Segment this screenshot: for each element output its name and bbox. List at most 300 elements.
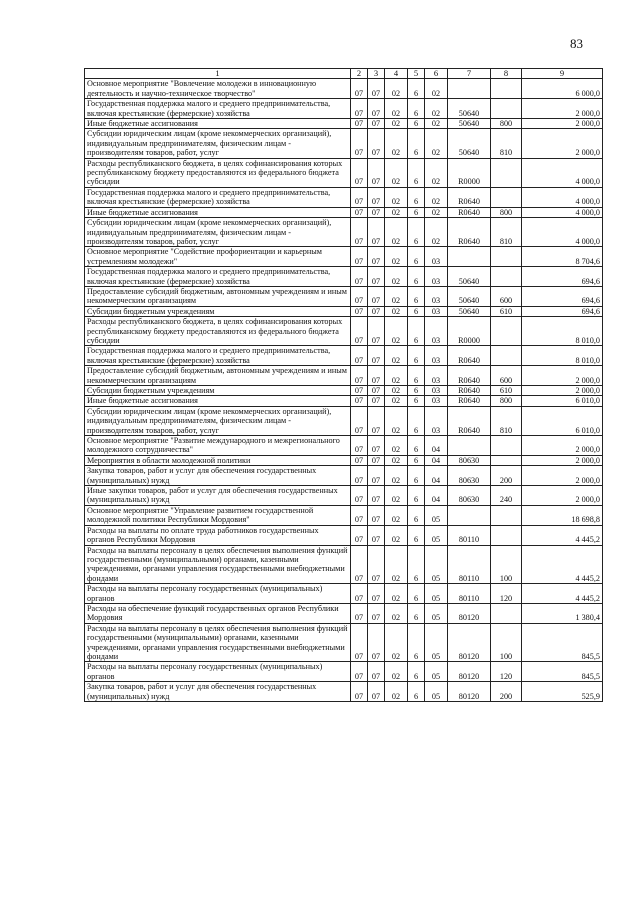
header-cell: 5 (408, 69, 425, 79)
code-cell: 6 (408, 79, 425, 99)
code-cell: 800 (491, 119, 522, 129)
row-name-cell: Расходы на выплаты персоналу государственных (муниципальных) органов (85, 584, 351, 604)
code-cell: 810 (491, 218, 522, 247)
amount-cell: 4 445,2 (522, 584, 603, 604)
row-name-cell: Закупка товаров, работ и услуг для обеспечения государственных (муниципальных) нужд (85, 466, 351, 486)
code-cell: 6 (408, 346, 425, 366)
code-cell: 02 (385, 525, 408, 545)
code-cell: 6 (408, 158, 425, 187)
code-cell: 02 (385, 158, 408, 187)
table-row (85, 584, 603, 604)
code-cell: 50640 (448, 99, 491, 119)
code-cell: 80110 (448, 545, 491, 584)
code-cell: 07 (351, 79, 368, 99)
table-row (85, 623, 603, 662)
code-cell: 02 (385, 386, 408, 396)
code-cell: 6 (408, 623, 425, 662)
code-cell: 07 (368, 545, 385, 584)
code-cell: 02 (385, 436, 408, 456)
code-cell: 02 (425, 129, 448, 158)
code-cell: 02 (385, 623, 408, 662)
code-cell: R0640 (448, 346, 491, 366)
amount-cell: 694,6 (522, 267, 603, 287)
code-cell: 6 (408, 386, 425, 396)
code-cell: 02 (425, 187, 448, 207)
code-cell: 07 (368, 99, 385, 119)
code-cell: 6 (408, 505, 425, 525)
code-cell: 07 (351, 406, 368, 435)
table-row (85, 99, 603, 119)
code-cell: 07 (368, 436, 385, 456)
amount-cell: 845,5 (522, 662, 603, 682)
code-cell: 03 (425, 406, 448, 435)
header-cell: 6 (425, 69, 448, 79)
table-row (85, 603, 603, 623)
header-cell: 3 (368, 69, 385, 79)
amount-cell: 845,5 (522, 623, 603, 662)
amount-cell: 525,9 (522, 682, 603, 702)
code-cell: 07 (351, 603, 368, 623)
code-cell: 07 (351, 247, 368, 267)
code-cell: R0000 (448, 158, 491, 187)
code-cell: 6 (408, 436, 425, 456)
table-row (85, 466, 603, 486)
row-name-cell: Основное мероприятие "Содействие профориентации и карьерным устремлениям молодежи" (85, 247, 351, 267)
code-cell (491, 79, 522, 99)
code-cell (491, 346, 522, 366)
code-cell: 6 (408, 207, 425, 217)
code-cell (491, 317, 522, 346)
code-cell: 02 (385, 396, 408, 406)
row-name-cell: Расходы на обеспечение функций государственных органов Республики Мордовия (85, 603, 351, 623)
code-cell: 02 (385, 218, 408, 247)
code-cell: 6 (408, 466, 425, 486)
code-cell: 07 (351, 119, 368, 129)
code-cell (448, 79, 491, 99)
code-cell: 02 (385, 366, 408, 386)
code-cell: 02 (425, 158, 448, 187)
amount-cell: 8 010,0 (522, 317, 603, 346)
code-cell: 810 (491, 406, 522, 435)
code-cell: 05 (425, 682, 448, 702)
amount-cell: 6 010,0 (522, 396, 603, 406)
row-name-cell: Расходы на выплаты персоналу в целях обеспечения выполнения функций государственными (муниципальными) органами, казенными учреждениями, органами управления государственными внебюджетными фондами (85, 545, 351, 584)
row-name-cell: Расходы республиканского бюджета, в целях софинансирования которых республиканскому бюджету предоставляются из федерального бюджета субсидии (85, 158, 351, 187)
code-cell: 07 (351, 386, 368, 396)
table-row (85, 455, 603, 465)
code-cell: 6 (408, 525, 425, 545)
table-row (85, 436, 603, 456)
code-cell: 03 (425, 317, 448, 346)
code-cell: 07 (368, 406, 385, 435)
code-cell: 07 (368, 267, 385, 287)
row-name-cell: Иные бюджетные ассигнования (85, 119, 351, 129)
row-name-cell: Государственная поддержка малого и среднего предпринимательства, включая крестьянские (фермерские) хозяйства (85, 187, 351, 207)
code-cell: 80110 (448, 525, 491, 545)
row-name-cell: Государственная поддержка малого и среднего предпринимательства, включая крестьянские (фермерские) хозяйства (85, 267, 351, 287)
code-cell: 07 (368, 218, 385, 247)
code-cell: 02 (385, 584, 408, 604)
code-cell: 6 (408, 682, 425, 702)
table-row (85, 545, 603, 584)
code-cell: R0640 (448, 218, 491, 247)
row-name-cell: Субсидии юридическим лицам (кроме некоммерческих организаций), индивидуальным предпринимателям, физическим лицам - производителям товаров, работ, услуг (85, 406, 351, 435)
code-cell: 02 (385, 346, 408, 366)
table-row (85, 317, 603, 346)
code-cell: 03 (425, 286, 448, 306)
code-cell: 04 (425, 486, 448, 506)
code-cell: 07 (368, 505, 385, 525)
amount-cell: 2 000,0 (522, 436, 603, 456)
code-cell: 80120 (448, 603, 491, 623)
code-cell: 07 (368, 247, 385, 267)
header-cell: 9 (522, 69, 603, 79)
row-name-cell: Расходы на выплаты по оплате труда работников государственных органов Республики Мордовия (85, 525, 351, 545)
code-cell: 05 (425, 623, 448, 662)
code-cell: 50640 (448, 129, 491, 158)
code-cell: 02 (385, 505, 408, 525)
code-cell: 07 (351, 317, 368, 346)
code-cell: 05 (425, 545, 448, 584)
amount-cell: 2 000,0 (522, 99, 603, 119)
table-row (85, 486, 603, 506)
table-row (85, 207, 603, 217)
code-cell: 07 (368, 207, 385, 217)
table-row (85, 396, 603, 406)
row-name-cell: Государственная поддержка малого и среднего предпринимательства, включая крестьянские (фермерские) хозяйства (85, 99, 351, 119)
code-cell: 07 (368, 317, 385, 346)
code-cell (491, 99, 522, 119)
code-cell: 07 (368, 396, 385, 406)
code-cell: 07 (351, 396, 368, 406)
code-cell: 03 (425, 396, 448, 406)
code-cell: 03 (425, 247, 448, 267)
amount-cell: 4 000,0 (522, 158, 603, 187)
code-cell: 07 (368, 187, 385, 207)
code-cell: 05 (425, 662, 448, 682)
code-cell (448, 436, 491, 456)
amount-cell: 2 000,0 (522, 119, 603, 129)
code-cell: 80120 (448, 662, 491, 682)
code-cell: 02 (425, 79, 448, 99)
code-cell: 02 (385, 207, 408, 217)
code-cell: 07 (351, 99, 368, 119)
code-cell: 07 (351, 486, 368, 506)
amount-cell: 4 445,2 (522, 545, 603, 584)
code-cell: 6 (408, 247, 425, 267)
code-cell: 04 (425, 436, 448, 456)
code-cell: 05 (425, 505, 448, 525)
table-row (85, 662, 603, 682)
code-cell: R0640 (448, 386, 491, 396)
code-cell: 03 (425, 366, 448, 386)
amount-cell: 1 380,4 (522, 603, 603, 623)
code-cell: 80120 (448, 623, 491, 662)
code-cell: 07 (368, 306, 385, 316)
code-cell: 05 (425, 525, 448, 545)
code-cell: 04 (425, 455, 448, 465)
code-cell: 6 (408, 455, 425, 465)
code-cell: 6 (408, 662, 425, 682)
row-name-cell: Субсидии бюджетным учреждениям (85, 386, 351, 396)
code-cell: 80110 (448, 584, 491, 604)
code-cell: 07 (368, 346, 385, 366)
row-name-cell: Основное мероприятие "Управление развитием государственной молодежной политики Республики Мордовия" (85, 505, 351, 525)
code-cell: 02 (385, 306, 408, 316)
code-cell: 04 (425, 466, 448, 486)
table-row (85, 286, 603, 306)
code-cell: 80630 (448, 466, 491, 486)
code-cell: 6 (408, 603, 425, 623)
code-cell: 07 (351, 158, 368, 187)
code-cell: 07 (351, 436, 368, 456)
row-name-cell: Иные закупки товаров, работ и услуг для обеспечения государственных (муниципальных) нужд (85, 486, 351, 506)
row-name-cell: Субсидии бюджетным учреждениям (85, 306, 351, 316)
code-cell (448, 505, 491, 525)
table-row (85, 525, 603, 545)
code-cell: 02 (385, 682, 408, 702)
code-cell: 07 (368, 662, 385, 682)
header-cell: 1 (85, 69, 351, 79)
code-cell: 02 (385, 99, 408, 119)
code-cell: 02 (425, 218, 448, 247)
code-cell: 07 (351, 682, 368, 702)
table-row (85, 346, 603, 366)
table-row (85, 247, 603, 267)
code-cell (491, 267, 522, 287)
code-cell: 03 (425, 386, 448, 396)
table-header-row (85, 69, 603, 79)
table-row (85, 267, 603, 287)
code-cell: 02 (385, 486, 408, 506)
row-name-cell: Государственная поддержка малого и среднего предпринимательства, включая крестьянские (фермерские) хозяйства (85, 346, 351, 366)
code-cell: 03 (425, 306, 448, 316)
code-cell: 800 (491, 207, 522, 217)
code-cell: 6 (408, 99, 425, 119)
row-name-cell: Предоставление субсидий бюджетным, автономным учреждениям и иным некоммерческим организациям (85, 286, 351, 306)
row-name-cell: Предоставление субсидий бюджетным, автономным учреждениям и иным некоммерческим организациям (85, 366, 351, 386)
code-cell: 07 (351, 662, 368, 682)
code-cell: 07 (368, 525, 385, 545)
code-cell: 120 (491, 584, 522, 604)
code-cell: 80630 (448, 455, 491, 465)
table-row (85, 406, 603, 435)
table-row (85, 682, 603, 702)
code-cell: 50640 (448, 267, 491, 287)
page-number: 83 (570, 36, 583, 51)
code-cell: 07 (368, 603, 385, 623)
code-cell: 02 (385, 79, 408, 99)
amount-cell: 6 010,0 (522, 406, 603, 435)
code-cell: 05 (425, 603, 448, 623)
code-cell: 07 (368, 286, 385, 306)
code-cell: 07 (368, 386, 385, 396)
header-cell: 8 (491, 69, 522, 79)
row-name-cell: Расходы республиканского бюджета, в целях софинансирования которых республиканскому бюджету предоставляются из федерального бюджета субсидии (85, 317, 351, 346)
table-row (85, 505, 603, 525)
header-cell: 2 (351, 69, 368, 79)
code-cell: 07 (351, 207, 368, 217)
row-name-cell: Иные бюджетные ассигнования (85, 396, 351, 406)
code-cell: 07 (351, 545, 368, 584)
code-cell: 6 (408, 486, 425, 506)
code-cell (491, 187, 522, 207)
header-cell: 4 (385, 69, 408, 79)
code-cell: 07 (351, 286, 368, 306)
amount-cell: 18 698,8 (522, 505, 603, 525)
amount-cell: 694,6 (522, 306, 603, 316)
amount-cell: 694,6 (522, 286, 603, 306)
code-cell: R0640 (448, 187, 491, 207)
code-cell: 02 (425, 207, 448, 217)
amount-cell: 2 000,0 (522, 486, 603, 506)
code-cell (491, 247, 522, 267)
code-cell: 07 (368, 158, 385, 187)
table-row (85, 79, 603, 99)
amount-cell: 2 000,0 (522, 466, 603, 486)
row-name-cell: Основное мероприятие "Развитие международного и межрегионального молодежного сотрудничества" (85, 436, 351, 456)
code-cell: 50640 (448, 119, 491, 129)
amount-cell: 2 000,0 (522, 386, 603, 396)
code-cell: 07 (368, 682, 385, 702)
code-cell: R0640 (448, 366, 491, 386)
table-row (85, 129, 603, 158)
code-cell: 07 (351, 306, 368, 316)
code-cell: 6 (408, 584, 425, 604)
amount-cell: 4 445,2 (522, 525, 603, 545)
amount-cell: 4 000,0 (522, 187, 603, 207)
table-body (85, 79, 603, 702)
code-cell: 07 (368, 584, 385, 604)
code-cell: 07 (351, 218, 368, 247)
code-cell: 100 (491, 623, 522, 662)
code-cell: 07 (351, 187, 368, 207)
code-cell: 07 (368, 466, 385, 486)
code-cell: 07 (368, 129, 385, 158)
table-row (85, 119, 603, 129)
code-cell: 6 (408, 317, 425, 346)
code-cell: R0640 (448, 207, 491, 217)
code-cell: 02 (385, 455, 408, 465)
code-cell: 07 (351, 267, 368, 287)
code-cell: 07 (368, 623, 385, 662)
code-cell: 120 (491, 662, 522, 682)
amount-cell: 2 000,0 (522, 366, 603, 386)
budget-table (84, 68, 603, 702)
code-cell: 02 (385, 603, 408, 623)
code-cell: 02 (385, 129, 408, 158)
row-name-cell: Мероприятия в области молодежной политики (85, 455, 351, 465)
code-cell: R0640 (448, 406, 491, 435)
code-cell: 07 (351, 366, 368, 386)
code-cell: 50640 (448, 306, 491, 316)
code-cell: 600 (491, 286, 522, 306)
amount-cell: 2 000,0 (522, 455, 603, 465)
code-cell: 05 (425, 584, 448, 604)
code-cell: 07 (351, 129, 368, 158)
table-row (85, 386, 603, 396)
code-cell: 6 (408, 267, 425, 287)
code-cell: 07 (368, 79, 385, 99)
code-cell: 07 (351, 505, 368, 525)
code-cell: 100 (491, 545, 522, 584)
amount-cell: 8 704,6 (522, 247, 603, 267)
code-cell: 02 (385, 662, 408, 682)
code-cell: 02 (385, 187, 408, 207)
table-row (85, 366, 603, 386)
code-cell (491, 603, 522, 623)
code-cell: 80630 (448, 486, 491, 506)
code-cell: 6 (408, 187, 425, 207)
row-name-cell: Основное мероприятие "Вовлечение молодежи в инновационную деятельность и научно-техническое творчество" (85, 79, 351, 99)
code-cell: 6 (408, 366, 425, 386)
code-cell: 07 (351, 466, 368, 486)
code-cell (448, 247, 491, 267)
table-row (85, 218, 603, 247)
code-cell: 610 (491, 386, 522, 396)
row-name-cell: Закупка товаров, работ и услуг для обеспечения государственных (муниципальных) нужд (85, 682, 351, 702)
table-row (85, 187, 603, 207)
code-cell: 02 (425, 99, 448, 119)
code-cell: 6 (408, 119, 425, 129)
row-name-cell: Субсидии юридическим лицам (кроме некоммерческих организаций), индивидуальным предпринимателям, физическим лицам - производителям товаров, работ, услуг (85, 218, 351, 247)
code-cell: 6 (408, 306, 425, 316)
code-cell: 07 (368, 119, 385, 129)
code-cell: 02 (385, 406, 408, 435)
code-cell: 02 (385, 317, 408, 346)
row-name-cell: Расходы на выплаты персоналу в целях обеспечения выполнения функций государственными (муниципальными) органами, казенными учреждениями, органами управления государственными внебюджетными фондами (85, 623, 351, 662)
code-cell: 600 (491, 366, 522, 386)
code-cell: 200 (491, 682, 522, 702)
code-cell: 02 (385, 286, 408, 306)
code-cell: 07 (351, 584, 368, 604)
row-name-cell: Расходы на выплаты персоналу государственных (муниципальных) органов (85, 662, 351, 682)
amount-cell: 4 000,0 (522, 207, 603, 217)
code-cell: 07 (351, 623, 368, 662)
code-cell: 02 (425, 119, 448, 129)
code-cell: 610 (491, 306, 522, 316)
amount-cell: 4 000,0 (522, 218, 603, 247)
code-cell: 200 (491, 466, 522, 486)
code-cell: 02 (385, 466, 408, 486)
code-cell: 810 (491, 129, 522, 158)
code-cell: 02 (385, 119, 408, 129)
amount-cell: 2 000,0 (522, 129, 603, 158)
code-cell: 240 (491, 486, 522, 506)
code-cell: 07 (368, 455, 385, 465)
code-cell: 07 (351, 455, 368, 465)
code-cell: R0640 (448, 396, 491, 406)
code-cell: 6 (408, 406, 425, 435)
code-cell: 6 (408, 286, 425, 306)
row-name-cell: Иные бюджетные ассигнования (85, 207, 351, 217)
amount-cell: 8 010,0 (522, 346, 603, 366)
code-cell: R0000 (448, 317, 491, 346)
code-cell: 6 (408, 218, 425, 247)
code-cell: 02 (385, 545, 408, 584)
code-cell (491, 455, 522, 465)
table-row (85, 158, 603, 187)
code-cell: 50640 (448, 286, 491, 306)
code-cell: 800 (491, 396, 522, 406)
row-name-cell: Субсидии юридическим лицам (кроме некоммерческих организаций), индивидуальным предпринимателям, физическим лицам - производителям товаров, работ, услуг (85, 129, 351, 158)
code-cell: 02 (385, 267, 408, 287)
code-cell: 80120 (448, 682, 491, 702)
code-cell: 6 (408, 545, 425, 584)
code-cell (491, 525, 522, 545)
header-cell: 7 (448, 69, 491, 79)
code-cell: 03 (425, 346, 448, 366)
